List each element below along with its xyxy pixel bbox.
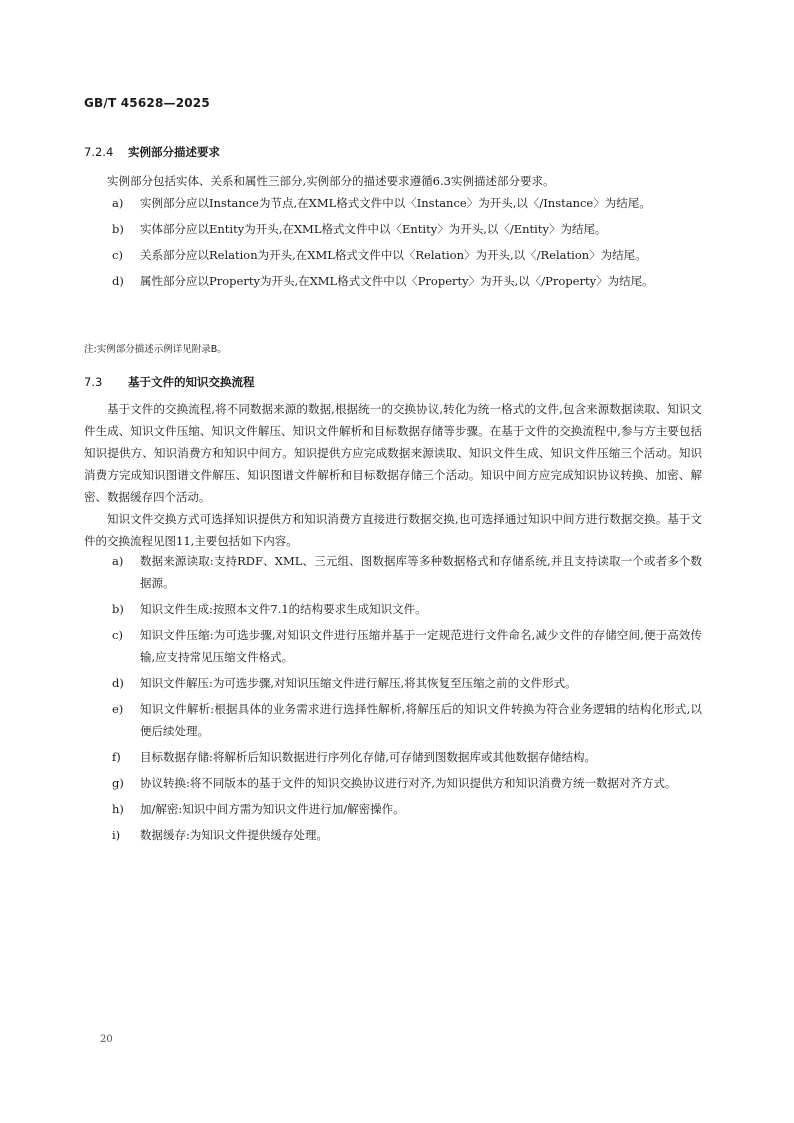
list-item [84,698,702,742]
list-label: c) [112,248,123,262]
list-text: 协议转换:将不同版本的基于文件的知识交换协议进行对齐,为知识提供方和知识消费方统一数据对齐方式。 [140,776,677,790]
instance-requirements-list [84,192,702,296]
list-label: i) [112,828,121,842]
list-label: a) [112,554,124,568]
section-number: 7.2.4 [84,145,114,159]
list-item [84,598,702,620]
list-text: 属性部分应以Property为开头,在XML格式文件中以〈Property〉为开头,以〈/Property〉为结尾。 [140,274,654,288]
list-label: g) [112,776,124,790]
list-item [84,798,702,820]
list-item [84,218,702,240]
list-item [84,672,702,694]
list-item [84,624,702,668]
list-label: a) [112,196,124,210]
list-text: 实体部分应以Entity为开头,在XML格式文件中以〈Entity〉为开头,以〈/Entity〉为结尾。 [140,222,607,236]
body-paragraph: 知识文件交换方式可选择知识提供方和知识消费方直接进行数据交换,也可选择通过知识中间方进行数据交换。基于文件的交换流程见图11,主要包括如下内容。 [84,512,702,548]
list-label: b) [112,602,124,616]
section-intro: 实例部分包括实体、关系和属性三部分,实例部分的描述要求遵循6.3实例描述部分要求。 [107,174,555,188]
list-label: e) [112,702,124,716]
standard-code: GB/T 45628—2025 [84,96,210,110]
list-label: d) [112,274,124,288]
list-label: c) [112,628,123,642]
note: 注:实例部分描述示例详见附录B。 [84,344,227,355]
list-text: 实例部分应以Instance为节点,在XML格式文件中以〈Instance〉为开头,以〈/Instance〉为结尾。 [140,196,651,210]
list-item [84,244,702,266]
list-label: b) [112,222,124,236]
list-text: 加/解密:知识中间方需为知识文件进行加/解密操作。 [140,802,405,816]
section-number: 7.3 [84,375,103,389]
list-text: 知识文件解压:为可选步骤,对知识压缩文件进行解压,将其恢复至压缩之前的文件形式。 [140,676,577,690]
list-item [84,772,702,794]
list-text: 数据来源读取:支持RDF、XML、三元组、图数据库等多种数据格式和存储系统,并且支持读取一个或者多个数据源。 [140,554,702,590]
body-paragraph: 基于文件的交换流程,将不同数据来源的数据,根据统一的交换协议,转化为统一格式的文件,包含来源数据读取、知识文件生成、知识文件压缩、知识文件解压、知识文件解析和目标数据存储等步骤。在基于文件的交换流程中,参与方主要包括知识提供方、知识消费方和知识中间方。知识提供方应完成数据来源读取、知识文件生成、知识文件压缩三个活动。知识消费方完成知识图谱文件解压、知识图谱文件解析和目标数据存储三个活动。知识中间方应完成知识协议转换、加密、解密、数据缓存四个活动。 [84,402,702,504]
list-text: 数据缓存:为知识文件提供缓存处理。 [140,828,328,842]
list-text: 知识文件解析:根据具体的业务需求进行选择性解析,将解压后的知识文件转换为符合业务逻辑的结构化形式,以便后续处理。 [140,702,702,738]
exchange-steps-list [84,550,702,850]
page-number: 20 [100,1034,113,1045]
section-title: 基于文件的知识交换流程 [128,375,255,389]
list-item [84,192,702,214]
list-label: h) [112,802,124,816]
list-text: 目标数据存储:将解析后知识数据进行序列化存储,可存储到图数据库或其他数据存储结构。 [140,750,597,764]
list-item [84,550,702,594]
list-text: 知识文件生成:按照本文件7.1的结构要求生成知识文件。 [140,602,427,616]
list-item [84,746,702,768]
list-text: 知识文件压缩:为可选步骤,对知识文件进行压缩并基于一定规范进行文件命名,减少文件的存储空间,便于高效传输,应支持常见压缩文件格式。 [140,628,702,664]
list-item [84,824,702,846]
section-title: 实例部分描述要求 [128,145,220,159]
section-heading-7-2-4 [84,144,220,160]
list-item [84,270,702,292]
section-heading-7-3 [84,374,255,390]
list-label: d) [112,676,124,690]
list-label: f) [112,750,121,764]
list-text: 关系部分应以Relation为开头,在XML格式文件中以〈Relation〉为开头,以〈/Relation〉为结尾。 [140,248,647,262]
